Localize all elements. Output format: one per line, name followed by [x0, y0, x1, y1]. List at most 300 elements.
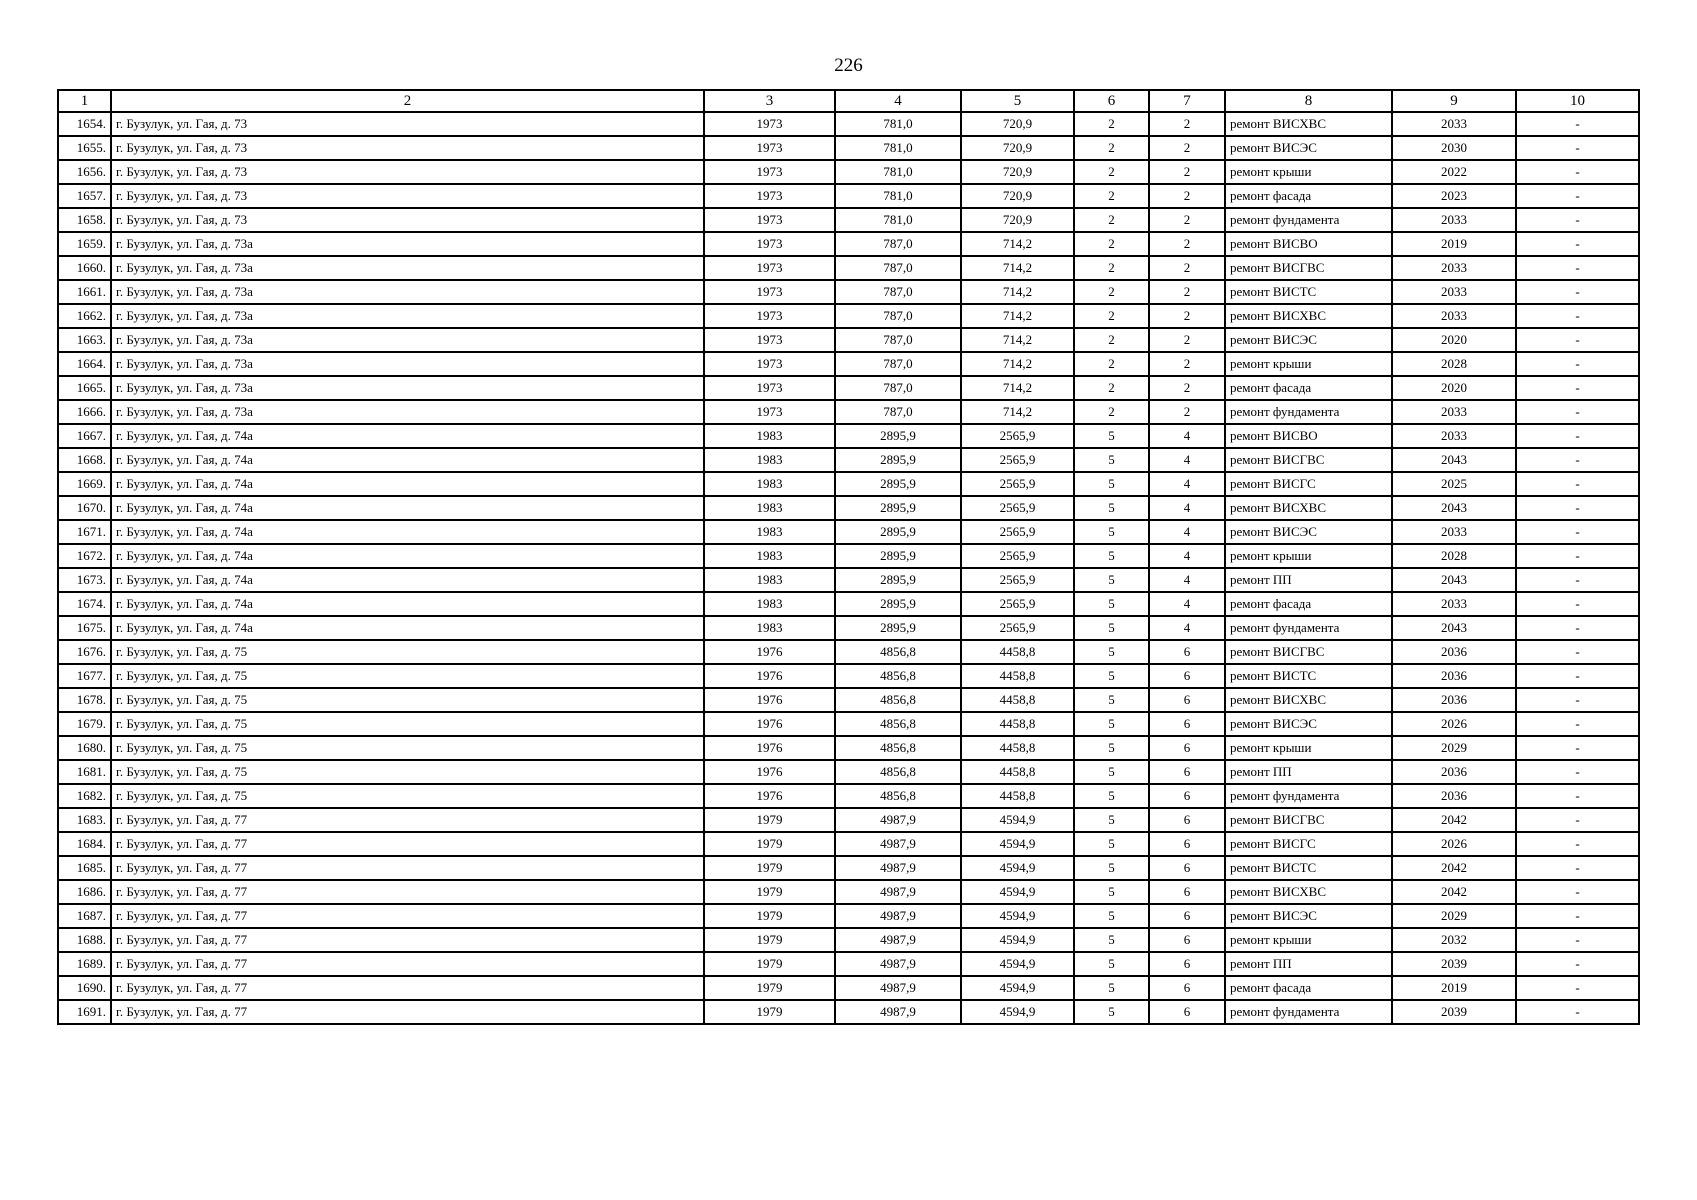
total-area-cell: 787,0 [835, 328, 961, 352]
floors-cell: 5 [1074, 568, 1149, 592]
total-area-cell: 781,0 [835, 112, 961, 136]
table-row [58, 712, 1639, 736]
address-cell: г. Бузулук, ул. Гая, д. 74а [111, 496, 704, 520]
entrances-cell: 6 [1149, 712, 1225, 736]
floors-cell: 5 [1074, 712, 1149, 736]
note-cell: - [1516, 400, 1639, 424]
work-type-cell: ремонт ВИСТС [1225, 856, 1392, 880]
table-row [58, 616, 1639, 640]
total-area-cell: 781,0 [835, 184, 961, 208]
row-number-cell: 1657. [58, 184, 111, 208]
address-cell: г. Бузулук, ул. Гая, д. 74а [111, 472, 704, 496]
table-row [58, 472, 1639, 496]
total-area-cell: 4856,8 [835, 688, 961, 712]
living-area-cell: 4458,8 [961, 784, 1074, 808]
address-cell: г. Бузулук, ул. Гая, д. 75 [111, 688, 704, 712]
table-row [58, 784, 1639, 808]
note-cell: - [1516, 160, 1639, 184]
table-row [58, 952, 1639, 976]
total-area-cell: 787,0 [835, 376, 961, 400]
work-type-cell: ремонт ВИСВО [1225, 232, 1392, 256]
total-area-cell: 2895,9 [835, 496, 961, 520]
address-cell: г. Бузулук, ул. Гая, д. 75 [111, 784, 704, 808]
work-type-cell: ремонт фундамента [1225, 616, 1392, 640]
floors-cell: 5 [1074, 520, 1149, 544]
year-built-cell: 1983 [704, 496, 835, 520]
row-number-cell: 1674. [58, 592, 111, 616]
work-type-cell: ремонт ВИСГВС [1225, 808, 1392, 832]
floors-cell: 5 [1074, 472, 1149, 496]
entrances-cell: 6 [1149, 664, 1225, 688]
living-area-cell: 714,2 [961, 352, 1074, 376]
table-row [58, 904, 1639, 928]
year-built-cell: 1976 [704, 664, 835, 688]
note-cell: - [1516, 208, 1639, 232]
floors-cell: 5 [1074, 1000, 1149, 1024]
work-type-cell: ремонт фундамента [1225, 208, 1392, 232]
row-number-cell: 1675. [58, 616, 111, 640]
table-row [58, 688, 1639, 712]
total-area-cell: 4856,8 [835, 664, 961, 688]
total-area-cell: 2895,9 [835, 544, 961, 568]
note-cell: - [1516, 520, 1639, 544]
entrances-cell: 6 [1149, 784, 1225, 808]
note-cell: - [1516, 736, 1639, 760]
note-cell: - [1516, 112, 1639, 136]
planned-year-cell: 2036 [1392, 760, 1516, 784]
year-built-cell: 1973 [704, 160, 835, 184]
row-number-cell: 1680. [58, 736, 111, 760]
planned-year-cell: 2033 [1392, 280, 1516, 304]
year-built-cell: 1979 [704, 808, 835, 832]
planned-year-cell: 2028 [1392, 544, 1516, 568]
living-area-cell: 720,9 [961, 160, 1074, 184]
floors-cell: 5 [1074, 544, 1149, 568]
entrances-cell: 2 [1149, 376, 1225, 400]
living-area-cell: 4458,8 [961, 688, 1074, 712]
total-area-cell: 4856,8 [835, 640, 961, 664]
planned-year-cell: 2033 [1392, 208, 1516, 232]
row-number-cell: 1686. [58, 880, 111, 904]
column-header-2: 2 [111, 90, 704, 112]
total-area-cell: 787,0 [835, 352, 961, 376]
row-number-cell: 1688. [58, 928, 111, 952]
entrances-cell: 2 [1149, 400, 1225, 424]
entrances-cell: 6 [1149, 928, 1225, 952]
row-number-cell: 1662. [58, 304, 111, 328]
planned-year-cell: 2043 [1392, 496, 1516, 520]
year-built-cell: 1979 [704, 1000, 835, 1024]
table-row [58, 160, 1639, 184]
address-cell: г. Бузулук, ул. Гая, д. 74а [111, 448, 704, 472]
entrances-cell: 2 [1149, 136, 1225, 160]
table-row [58, 400, 1639, 424]
address-cell: г. Бузулук, ул. Гая, д. 77 [111, 856, 704, 880]
year-built-cell: 1979 [704, 952, 835, 976]
work-type-cell: ремонт ВИСГС [1225, 472, 1392, 496]
year-built-cell: 1979 [704, 832, 835, 856]
planned-year-cell: 2025 [1392, 472, 1516, 496]
work-type-cell: ремонт ВИСХВС [1225, 112, 1392, 136]
row-number-cell: 1669. [58, 472, 111, 496]
row-number-cell: 1670. [58, 496, 111, 520]
floors-cell: 5 [1074, 952, 1149, 976]
living-area-cell: 714,2 [961, 400, 1074, 424]
planned-year-cell: 2032 [1392, 928, 1516, 952]
note-cell: - [1516, 856, 1639, 880]
year-built-cell: 1983 [704, 592, 835, 616]
year-built-cell: 1973 [704, 352, 835, 376]
table-row [58, 1000, 1639, 1024]
work-type-cell: ремонт крыши [1225, 928, 1392, 952]
living-area-cell: 2565,9 [961, 448, 1074, 472]
row-number-cell: 1691. [58, 1000, 111, 1024]
total-area-cell: 787,0 [835, 280, 961, 304]
floors-cell: 2 [1074, 136, 1149, 160]
year-built-cell: 1973 [704, 208, 835, 232]
living-area-cell: 2565,9 [961, 544, 1074, 568]
living-area-cell: 4594,9 [961, 976, 1074, 1000]
total-area-cell: 781,0 [835, 136, 961, 160]
living-area-cell: 2565,9 [961, 616, 1074, 640]
entrances-cell: 2 [1149, 328, 1225, 352]
total-area-cell: 4987,9 [835, 928, 961, 952]
row-number-cell: 1683. [58, 808, 111, 832]
table-row [58, 448, 1639, 472]
column-header-9: 9 [1392, 90, 1516, 112]
entrances-cell: 6 [1149, 760, 1225, 784]
living-area-cell: 714,2 [961, 304, 1074, 328]
row-number-cell: 1684. [58, 832, 111, 856]
page-number: 226 [834, 55, 863, 76]
total-area-cell: 2895,9 [835, 520, 961, 544]
note-cell: - [1516, 232, 1639, 256]
living-area-cell: 2565,9 [961, 592, 1074, 616]
note-cell: - [1516, 688, 1639, 712]
column-header-6: 6 [1074, 90, 1149, 112]
row-number-cell: 1681. [58, 760, 111, 784]
address-cell: г. Бузулук, ул. Гая, д. 75 [111, 736, 704, 760]
work-type-cell: ремонт ВИСХВС [1225, 304, 1392, 328]
planned-year-cell: 2029 [1392, 904, 1516, 928]
living-area-cell: 4594,9 [961, 880, 1074, 904]
floors-cell: 2 [1074, 184, 1149, 208]
work-type-cell: ремонт фасада [1225, 976, 1392, 1000]
note-cell: - [1516, 328, 1639, 352]
entrances-cell: 6 [1149, 904, 1225, 928]
planned-year-cell: 2043 [1392, 568, 1516, 592]
floors-cell: 5 [1074, 976, 1149, 1000]
note-cell: - [1516, 928, 1639, 952]
planned-year-cell: 2033 [1392, 592, 1516, 616]
living-area-cell: 4594,9 [961, 928, 1074, 952]
note-cell: - [1516, 640, 1639, 664]
year-built-cell: 1973 [704, 304, 835, 328]
address-cell: г. Бузулук, ул. Гая, д. 73а [111, 328, 704, 352]
floors-cell: 5 [1074, 424, 1149, 448]
total-area-cell: 4856,8 [835, 736, 961, 760]
address-cell: г. Бузулук, ул. Гая, д. 75 [111, 712, 704, 736]
address-cell: г. Бузулук, ул. Гая, д. 73а [111, 400, 704, 424]
entrances-cell: 6 [1149, 640, 1225, 664]
total-area-cell: 4987,9 [835, 880, 961, 904]
planned-year-cell: 2026 [1392, 712, 1516, 736]
row-number-cell: 1690. [58, 976, 111, 1000]
address-cell: г. Бузулук, ул. Гая, д. 73 [111, 112, 704, 136]
year-built-cell: 1979 [704, 928, 835, 952]
total-area-cell: 4987,9 [835, 832, 961, 856]
floors-cell: 5 [1074, 640, 1149, 664]
floors-cell: 2 [1074, 304, 1149, 328]
work-type-cell: ремонт крыши [1225, 352, 1392, 376]
table-row [58, 424, 1639, 448]
work-type-cell: ремонт ПП [1225, 568, 1392, 592]
address-cell: г. Бузулук, ул. Гая, д. 77 [111, 832, 704, 856]
floors-cell: 2 [1074, 208, 1149, 232]
entrances-cell: 6 [1149, 952, 1225, 976]
entrances-cell: 2 [1149, 280, 1225, 304]
year-built-cell: 1973 [704, 280, 835, 304]
address-cell: г. Бузулук, ул. Гая, д. 73а [111, 280, 704, 304]
planned-year-cell: 2033 [1392, 520, 1516, 544]
year-built-cell: 1979 [704, 880, 835, 904]
address-cell: г. Бузулук, ул. Гая, д. 73 [111, 160, 704, 184]
entrances-cell: 2 [1149, 352, 1225, 376]
floors-cell: 5 [1074, 760, 1149, 784]
total-area-cell: 2895,9 [835, 616, 961, 640]
year-built-cell: 1973 [704, 184, 835, 208]
entrances-cell: 4 [1149, 448, 1225, 472]
note-cell: - [1516, 832, 1639, 856]
planned-year-cell: 2020 [1392, 328, 1516, 352]
living-area-cell: 4458,8 [961, 640, 1074, 664]
work-type-cell: ремонт крыши [1225, 736, 1392, 760]
year-built-cell: 1983 [704, 544, 835, 568]
floors-cell: 5 [1074, 904, 1149, 928]
floors-cell: 2 [1074, 112, 1149, 136]
note-cell: - [1516, 664, 1639, 688]
year-built-cell: 1973 [704, 112, 835, 136]
living-area-cell: 4458,8 [961, 760, 1074, 784]
entrances-cell: 6 [1149, 976, 1225, 1000]
year-built-cell: 1976 [704, 784, 835, 808]
table-row [58, 208, 1639, 232]
note-cell: - [1516, 496, 1639, 520]
table-row [58, 352, 1639, 376]
table-row [58, 280, 1639, 304]
address-cell: г. Бузулук, ул. Гая, д. 74а [111, 544, 704, 568]
row-number-cell: 1687. [58, 904, 111, 928]
work-type-cell: ремонт ВИСЭС [1225, 136, 1392, 160]
address-cell: г. Бузулук, ул. Гая, д. 77 [111, 880, 704, 904]
living-area-cell: 4594,9 [961, 856, 1074, 880]
work-type-cell: ремонт ВИСГВС [1225, 640, 1392, 664]
planned-year-cell: 2033 [1392, 400, 1516, 424]
year-built-cell: 1973 [704, 400, 835, 424]
planned-year-cell: 2043 [1392, 448, 1516, 472]
year-built-cell: 1976 [704, 640, 835, 664]
year-built-cell: 1979 [704, 976, 835, 1000]
planned-year-cell: 2028 [1392, 352, 1516, 376]
work-type-cell: ремонт ПП [1225, 952, 1392, 976]
address-cell: г. Бузулук, ул. Гая, д. 74а [111, 592, 704, 616]
row-number-cell: 1668. [58, 448, 111, 472]
row-number-cell: 1671. [58, 520, 111, 544]
planned-year-cell: 2039 [1392, 1000, 1516, 1024]
work-type-cell: ремонт ВИСХВС [1225, 880, 1392, 904]
work-type-cell: ремонт крыши [1225, 160, 1392, 184]
address-cell: г. Бузулук, ул. Гая, д. 75 [111, 664, 704, 688]
entrances-cell: 4 [1149, 472, 1225, 496]
planned-year-cell: 2036 [1392, 664, 1516, 688]
planned-year-cell: 2042 [1392, 856, 1516, 880]
total-area-cell: 2895,9 [835, 448, 961, 472]
address-cell: г. Бузулук, ул. Гая, д. 73 [111, 208, 704, 232]
note-cell: - [1516, 712, 1639, 736]
year-built-cell: 1973 [704, 136, 835, 160]
note-cell: - [1516, 472, 1639, 496]
address-cell: г. Бузулук, ул. Гая, д. 74а [111, 616, 704, 640]
work-type-cell: ремонт ВИСГС [1225, 832, 1392, 856]
living-area-cell: 2565,9 [961, 568, 1074, 592]
note-cell: - [1516, 424, 1639, 448]
entrances-cell: 4 [1149, 592, 1225, 616]
work-type-cell: ремонт ВИСТС [1225, 280, 1392, 304]
entrances-cell: 6 [1149, 808, 1225, 832]
table-row [58, 520, 1639, 544]
entrances-cell: 6 [1149, 856, 1225, 880]
floors-cell: 5 [1074, 808, 1149, 832]
column-header-7: 7 [1149, 90, 1225, 112]
address-cell: г. Бузулук, ул. Гая, д. 73а [111, 256, 704, 280]
table-row [58, 592, 1639, 616]
entrances-cell: 2 [1149, 232, 1225, 256]
living-area-cell: 4594,9 [961, 952, 1074, 976]
work-type-cell: ремонт ПП [1225, 760, 1392, 784]
floors-cell: 2 [1074, 376, 1149, 400]
year-built-cell: 1983 [704, 448, 835, 472]
note-cell: - [1516, 880, 1639, 904]
address-cell: г. Бузулук, ул. Гая, д. 77 [111, 808, 704, 832]
floors-cell: 5 [1074, 736, 1149, 760]
address-cell: г. Бузулук, ул. Гая, д. 77 [111, 1000, 704, 1024]
living-area-cell: 714,2 [961, 328, 1074, 352]
row-number-cell: 1666. [58, 400, 111, 424]
living-area-cell: 714,2 [961, 280, 1074, 304]
entrances-cell: 6 [1149, 832, 1225, 856]
work-type-cell: ремонт крыши [1225, 544, 1392, 568]
column-header-3: 3 [704, 90, 835, 112]
work-type-cell: ремонт ВИСЭС [1225, 904, 1392, 928]
row-number-cell: 1664. [58, 352, 111, 376]
living-area-cell: 4594,9 [961, 904, 1074, 928]
year-built-cell: 1976 [704, 760, 835, 784]
floors-cell: 2 [1074, 160, 1149, 184]
row-number-cell: 1654. [58, 112, 111, 136]
row-number-cell: 1679. [58, 712, 111, 736]
table-row [58, 664, 1639, 688]
entrances-cell: 6 [1149, 688, 1225, 712]
floors-cell: 5 [1074, 448, 1149, 472]
table-row [58, 184, 1639, 208]
table-header [58, 90, 1639, 112]
table-row [58, 760, 1639, 784]
floors-cell: 5 [1074, 928, 1149, 952]
entrances-cell: 6 [1149, 880, 1225, 904]
year-built-cell: 1983 [704, 568, 835, 592]
table-row [58, 808, 1639, 832]
work-type-cell: ремонт фасада [1225, 376, 1392, 400]
entrances-cell: 4 [1149, 616, 1225, 640]
entrances-cell: 4 [1149, 496, 1225, 520]
living-area-cell: 4594,9 [961, 832, 1074, 856]
row-number-cell: 1678. [58, 688, 111, 712]
entrances-cell: 4 [1149, 424, 1225, 448]
living-area-cell: 2565,9 [961, 496, 1074, 520]
total-area-cell: 4856,8 [835, 712, 961, 736]
total-area-cell: 4856,8 [835, 784, 961, 808]
note-cell: - [1516, 280, 1639, 304]
address-cell: г. Бузулук, ул. Гая, д. 73 [111, 184, 704, 208]
note-cell: - [1516, 568, 1639, 592]
note-cell: - [1516, 1000, 1639, 1024]
table-row [58, 976, 1639, 1000]
note-cell: - [1516, 616, 1639, 640]
row-number-cell: 1659. [58, 232, 111, 256]
table-row [58, 640, 1639, 664]
note-cell: - [1516, 952, 1639, 976]
floors-cell: 2 [1074, 352, 1149, 376]
year-built-cell: 1983 [704, 520, 835, 544]
planned-year-cell: 2019 [1392, 232, 1516, 256]
total-area-cell: 4987,9 [835, 808, 961, 832]
floors-cell: 5 [1074, 592, 1149, 616]
total-area-cell: 787,0 [835, 232, 961, 256]
year-built-cell: 1979 [704, 904, 835, 928]
table-row [58, 880, 1639, 904]
address-cell: г. Бузулук, ул. Гая, д. 77 [111, 952, 704, 976]
entrances-cell: 2 [1149, 256, 1225, 280]
planned-year-cell: 2042 [1392, 808, 1516, 832]
planned-year-cell: 2019 [1392, 976, 1516, 1000]
total-area-cell: 4987,9 [835, 856, 961, 880]
address-cell: г. Бузулук, ул. Гая, д. 75 [111, 640, 704, 664]
total-area-cell: 2895,9 [835, 424, 961, 448]
living-area-cell: 4458,8 [961, 664, 1074, 688]
note-cell: - [1516, 136, 1639, 160]
table-row [58, 856, 1639, 880]
year-built-cell: 1983 [704, 424, 835, 448]
work-type-cell: ремонт фундамента [1225, 784, 1392, 808]
work-type-cell: ремонт ВИСЭС [1225, 328, 1392, 352]
row-number-cell: 1663. [58, 328, 111, 352]
living-area-cell: 720,9 [961, 112, 1074, 136]
total-area-cell: 787,0 [835, 256, 961, 280]
address-cell: г. Бузулук, ул. Гая, д. 73а [111, 352, 704, 376]
floors-cell: 2 [1074, 400, 1149, 424]
table-row [58, 928, 1639, 952]
table-row [58, 568, 1639, 592]
total-area-cell: 2895,9 [835, 568, 961, 592]
row-number-cell: 1673. [58, 568, 111, 592]
note-cell: - [1516, 904, 1639, 928]
address-cell: г. Бузулук, ул. Гая, д. 74а [111, 424, 704, 448]
total-area-cell: 4987,9 [835, 952, 961, 976]
entrances-cell: 2 [1149, 208, 1225, 232]
entrances-cell: 2 [1149, 304, 1225, 328]
total-area-cell: 4987,9 [835, 1000, 961, 1024]
table-body [58, 112, 1639, 1024]
